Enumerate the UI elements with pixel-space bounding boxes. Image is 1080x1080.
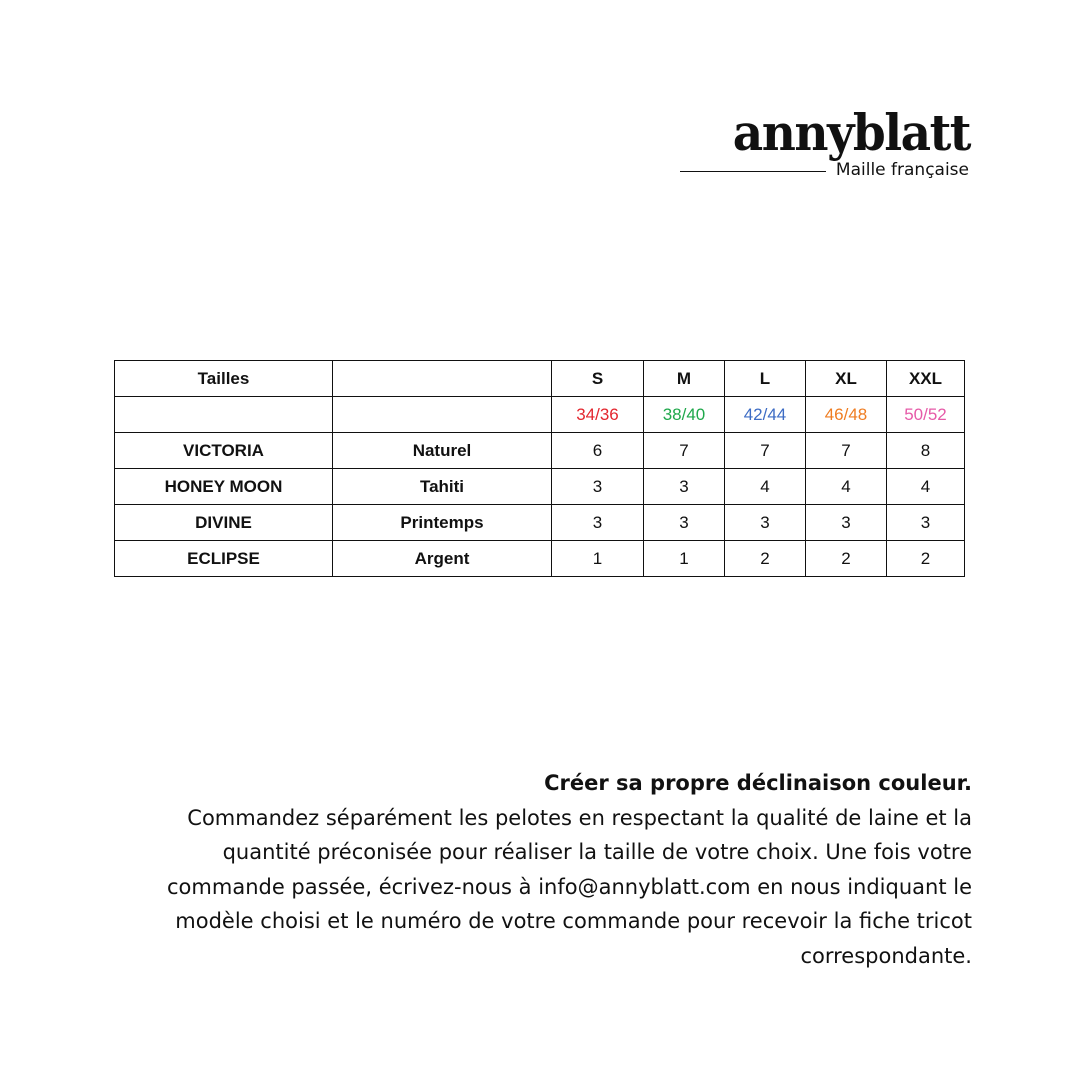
color-name: Printemps — [333, 505, 552, 541]
quantity-cell: 8 — [887, 433, 965, 469]
quantity-cell: 3 — [806, 505, 887, 541]
eu-size-value: 50/52 — [887, 397, 965, 433]
quantity-cell: 3 — [552, 505, 644, 541]
model-name: HONEY MOON — [115, 469, 333, 505]
table-row — [115, 469, 965, 505]
quantity-cell: 1 — [644, 541, 725, 577]
size-label: L — [725, 361, 806, 397]
brand-tagline: Maille française — [835, 160, 969, 180]
quantity-cell: 7 — [725, 433, 806, 469]
brand-name: annyblatt — [732, 104, 970, 163]
size-label: S — [552, 361, 644, 397]
eu-size-value: 42/44 — [725, 397, 806, 433]
table-header-row — [115, 361, 965, 397]
quantity-cell: 6 — [552, 433, 644, 469]
size-label: XL — [806, 361, 887, 397]
quantity-cell: 3 — [644, 505, 725, 541]
quantity-cell: 2 — [806, 541, 887, 577]
quantity-cell: 3 — [887, 505, 965, 541]
model-name: VICTORIA — [115, 433, 333, 469]
eu-size-value: 34/36 — [552, 397, 644, 433]
quantity-cell: 7 — [644, 433, 725, 469]
table-row — [115, 541, 965, 577]
brand-logo — [680, 104, 970, 180]
color-name: Argent — [333, 541, 552, 577]
color-name: Naturel — [333, 433, 552, 469]
size-label: XXL — [887, 361, 965, 397]
table-row — [115, 433, 965, 469]
instructions-body: Commandez séparément les pelotes en respectant la qualité de laine et la quantité préconisée pour réaliser la taille de votre choix. Une fois votre commande passée, écrivez-nous à info@annyblatt.com en nous indiquant le modèle choisi et le numéro de votre commande pour recevoir la fiche tricot correspondante. — [167, 805, 972, 968]
quantity-cell: 4 — [806, 469, 887, 505]
eu-size-value: 38/40 — [644, 397, 725, 433]
header-blank-cell — [333, 361, 552, 397]
size-label: M — [644, 361, 725, 397]
quantity-cell: 7 — [806, 433, 887, 469]
quantity-cell: 2 — [887, 541, 965, 577]
header-sizes-label: Tailles — [115, 361, 333, 397]
eu-size-value: 46/48 — [806, 397, 887, 433]
instructions-heading: Créer sa propre déclinaison couleur. — [544, 771, 972, 795]
order-instructions — [100, 766, 972, 973]
color-name: Tahiti — [333, 469, 552, 505]
quantity-cell: 2 — [725, 541, 806, 577]
model-name: ECLIPSE — [115, 541, 333, 577]
empty-cell — [333, 397, 552, 433]
quantity-cell: 4 — [725, 469, 806, 505]
quantity-cell: 1 — [552, 541, 644, 577]
quantity-cell: 3 — [552, 469, 644, 505]
eu-size-row — [115, 397, 965, 433]
brand-tagline-row — [680, 160, 970, 182]
model-name: DIVINE — [115, 505, 333, 541]
empty-cell — [115, 397, 333, 433]
table-row — [115, 505, 965, 541]
quantity-cell: 3 — [725, 505, 806, 541]
size-quantity-table — [114, 360, 965, 577]
quantity-cell: 4 — [887, 469, 965, 505]
quantity-cell: 3 — [644, 469, 725, 505]
tagline-rule — [680, 171, 826, 172]
